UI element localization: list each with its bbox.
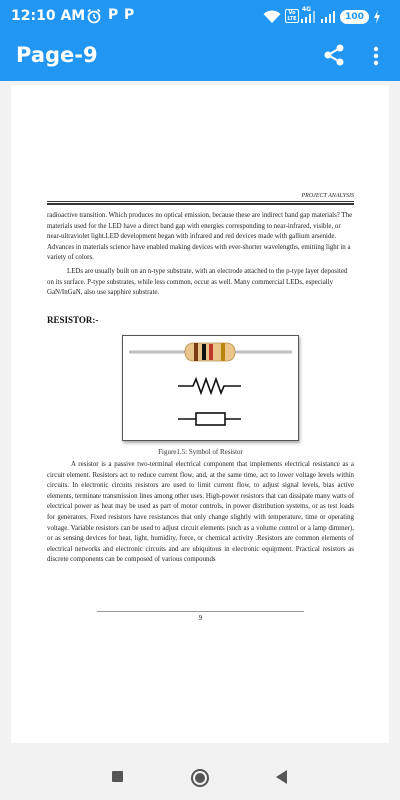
section-heading: RESISTOR:- xyxy=(47,315,99,325)
battery-icon: 100 xyxy=(340,10,369,24)
header-rule xyxy=(47,201,354,202)
signal-icon xyxy=(300,11,316,23)
resistor-symbol-illustration xyxy=(123,336,298,440)
document-page xyxy=(11,85,389,743)
paragraph: A resistor is a passive two-terminal electrical component that implements electrical resistance as a circuit element. Resistors act to reduce current flow, and, at the same time, act to lower voltage levels within circuits. In electronic circuits resistors are used to limit current flow, to adjust signal levels, bias active elements, terminate transmission lines among other uses. High-power resistors that can dissipate many watts of electrical power as heat may be used as part of motor controls, in power distribution systems, or as test loads for generators. Fixed resistors have resistances that only change slightly with temperature, time or operating voltage. Variable resistors can be used to adjust circuit elements (such as a volume control or a lamp dimmer), or as sensing devices for heat, light, humidity, force, or chemical activity .Resistors are common elements of electrical networks and electronic circuits and are ubiquitous in electronic equipment. Practical resistors as discrete components can be composed of various compounds xyxy=(47,461,354,564)
p-app-icon: P xyxy=(124,7,135,23)
back-button[interactable] xyxy=(276,770,287,784)
paragraph: radioactive transition. Which produces no optical emission, because these are indirect band gap materials? The materials used for the LED have a direct band gap with energies corresponding to near-infrared, visible, or near-ultraviolet light.LED development began with infrared and red devices made with gallium arsenide. Advances in materials science have enabled making devices with ever-shorter wavelengths, emitting light in a variety of colors. xyxy=(47,212,353,262)
recents-button[interactable] xyxy=(112,771,123,782)
document-viewer[interactable] xyxy=(0,81,400,743)
alarm-icon xyxy=(86,8,102,24)
status-time: 12:10 AM xyxy=(11,8,86,24)
app-bar xyxy=(0,33,400,81)
4g-signal-icon: 4G xyxy=(302,6,312,13)
page-title: Page-9 xyxy=(16,43,98,67)
wifi-icon xyxy=(263,10,281,24)
footer-rule xyxy=(97,611,304,612)
status-bar xyxy=(0,0,400,33)
p-app-icon: P xyxy=(108,7,119,23)
signal-icon xyxy=(320,11,336,23)
page-number: 9 xyxy=(198,614,203,622)
navigation-bar xyxy=(0,743,400,800)
header-rule-thick xyxy=(47,203,354,205)
charging-icon xyxy=(373,10,381,24)
resistor-figure xyxy=(122,335,299,441)
volte-icon: Vo LTE xyxy=(285,9,299,23)
figure-caption: Figure1.5: Symbol of Resistor xyxy=(158,448,243,456)
running-head: PROJECT ANALYSIS xyxy=(301,193,354,199)
paragraph: LEDs are usually built on an n-type substrate, with an electrode attached to the p-type layer deposited on its surface. P-type substrates, while less common, occur as well. Many commercial LEDs, especially GaN/InGaN, also use sapphire substrate. xyxy=(47,268,348,297)
share-icon[interactable] xyxy=(323,43,345,67)
more-options-icon[interactable] xyxy=(368,44,384,68)
home-button[interactable] xyxy=(191,769,209,787)
